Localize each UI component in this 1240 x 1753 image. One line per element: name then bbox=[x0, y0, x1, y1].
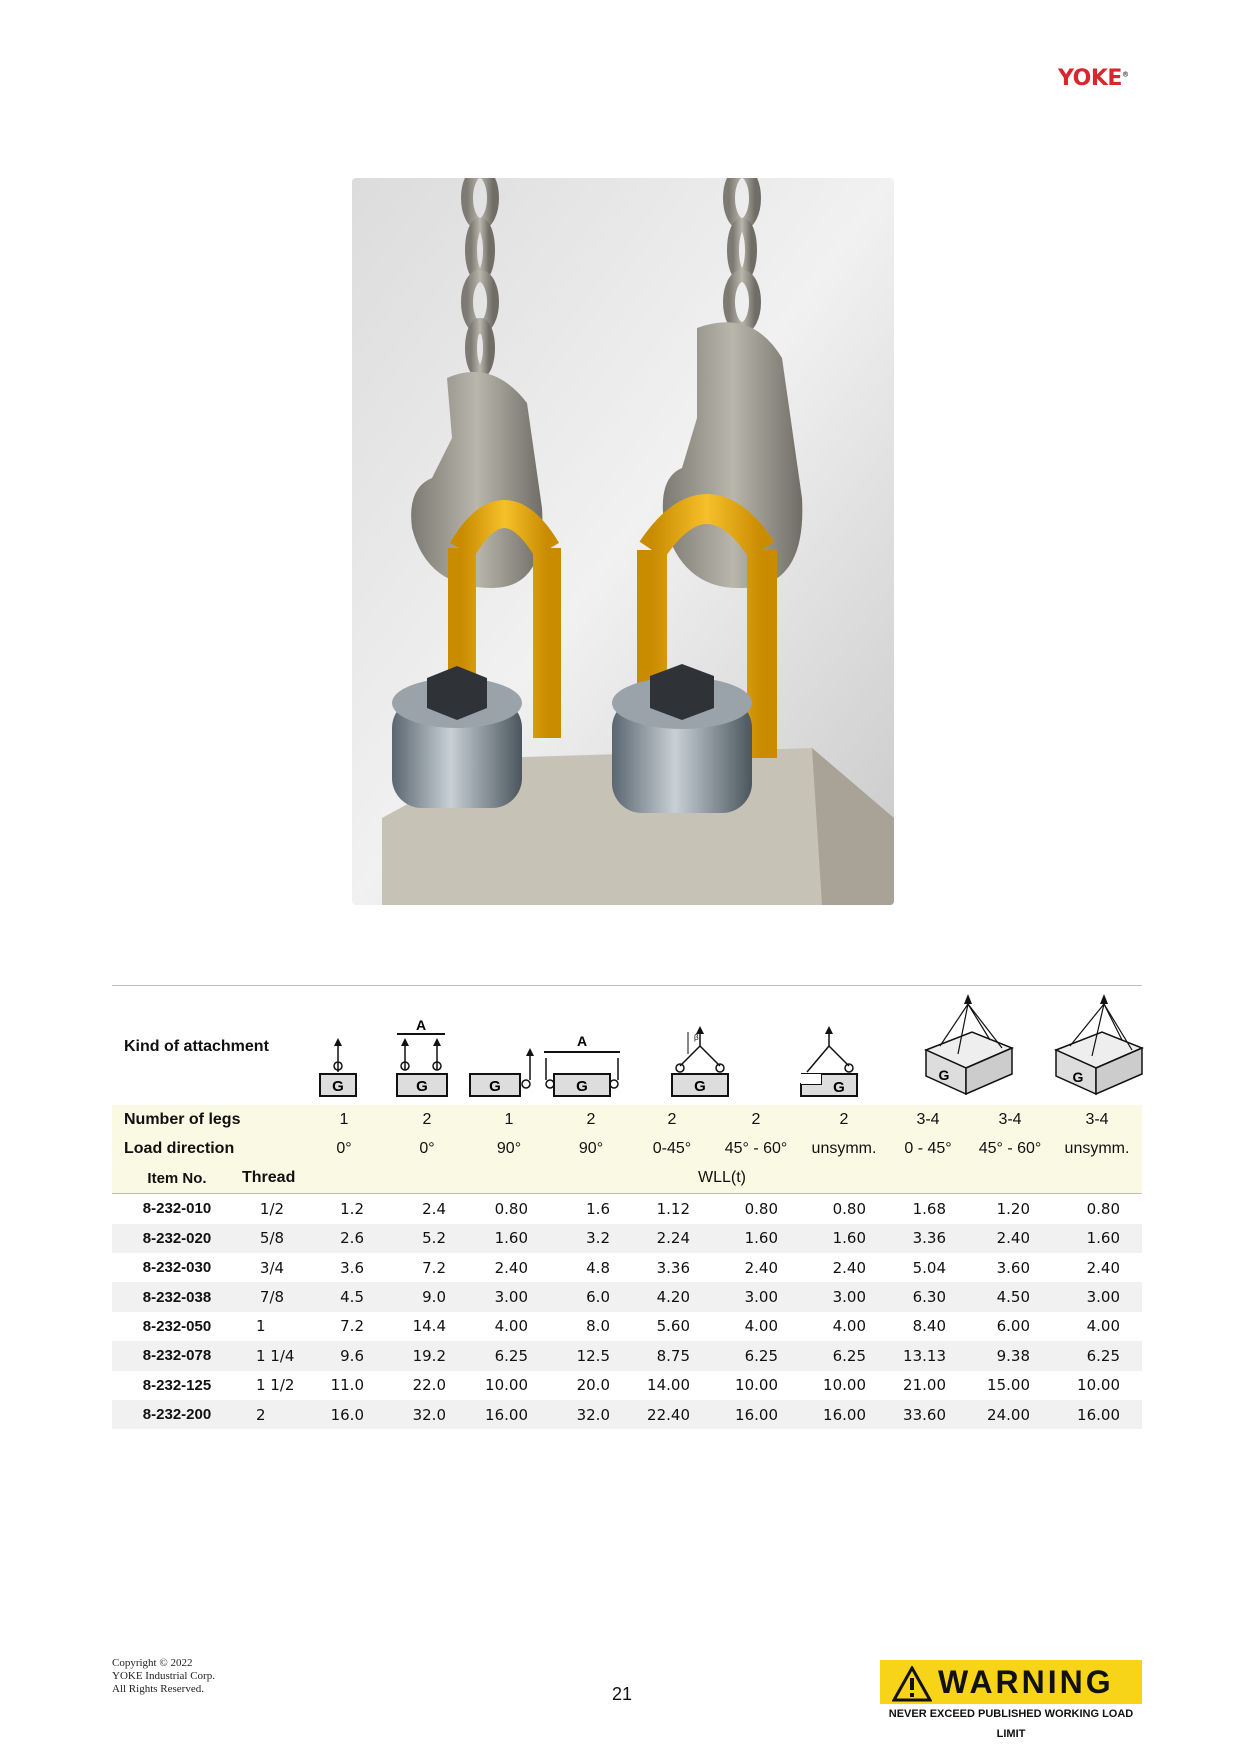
warning-title: WARNING bbox=[938, 1664, 1114, 1700]
wll-value: 5.04 bbox=[912, 1258, 946, 1277]
copyright-notice bbox=[112, 1657, 215, 1696]
wll-value: 7.2 bbox=[340, 1317, 364, 1336]
wll-value: 16.00 bbox=[1052, 1400, 1142, 1429]
wll-value: 16.00 bbox=[712, 1400, 800, 1429]
header-cell: unsymm. bbox=[800, 1134, 888, 1163]
header-cell: 2 bbox=[800, 1105, 888, 1134]
wll-value: 4.5 bbox=[302, 1282, 386, 1311]
wll-value: 6.25 bbox=[800, 1341, 888, 1370]
wll-value: 3.36 bbox=[888, 1224, 968, 1253]
wll-value: 2.40 bbox=[832, 1258, 866, 1277]
table-row bbox=[112, 1400, 1142, 1429]
header-cell: 2 bbox=[386, 1105, 468, 1134]
wll-value: 16.00 bbox=[468, 1400, 550, 1429]
wll-value: 10.00 bbox=[735, 1376, 778, 1395]
thread-size: 1/2 bbox=[259, 1199, 285, 1218]
svg-text:G: G bbox=[332, 1078, 344, 1095]
header-cell: 2 bbox=[712, 1105, 800, 1134]
kind-of-attachment-label: Kind of attachment bbox=[124, 1038, 269, 1055]
wll-value: 6.25 bbox=[1052, 1341, 1142, 1370]
wll-value: 2.6 bbox=[302, 1224, 386, 1253]
table-row bbox=[112, 1224, 1142, 1253]
header-cell: 0 - 45° bbox=[888, 1134, 968, 1163]
wll-value: 16.00 bbox=[800, 1400, 888, 1429]
table-row bbox=[112, 1194, 1142, 1224]
wll-value: 1.6 bbox=[586, 1199, 610, 1218]
item-no-header: Item No. bbox=[112, 1164, 242, 1194]
wll-table-body bbox=[112, 1105, 1142, 1429]
wll-value: 15.00 bbox=[987, 1376, 1030, 1395]
item-number: 8-232-020 bbox=[112, 1224, 242, 1253]
wll-value: 2.40 bbox=[744, 1258, 778, 1277]
wll-value: 2.40 bbox=[968, 1224, 1052, 1253]
diagram-multi-leg-unsymmetric bbox=[1048, 990, 1158, 1100]
wll-value: 3.00 bbox=[800, 1282, 888, 1311]
wll-value: 1.60 bbox=[800, 1224, 888, 1253]
wll-value: 14.4 bbox=[412, 1317, 446, 1336]
wll-value: 21.00 bbox=[903, 1376, 946, 1395]
wll-value: 20.0 bbox=[576, 1376, 610, 1395]
item-number: 8-232-125 bbox=[142, 1376, 212, 1394]
header-cell: 0-45° bbox=[632, 1134, 712, 1163]
table-row bbox=[112, 1341, 1142, 1370]
wll-value: 9.0 bbox=[386, 1282, 468, 1311]
wll-value: 10.00 bbox=[1077, 1376, 1120, 1395]
wll-value: 0.80 bbox=[832, 1199, 866, 1218]
wll-value: 6.25 bbox=[468, 1341, 550, 1370]
svg-text:G: G bbox=[576, 1078, 588, 1095]
header-cell: unsymm. bbox=[1052, 1134, 1142, 1163]
wll-value: 14.00 bbox=[647, 1376, 690, 1395]
wll-value: 2.40 bbox=[1086, 1258, 1120, 1277]
wll-value: 32.0 bbox=[386, 1400, 468, 1429]
wll-value: 3.00 bbox=[468, 1282, 550, 1311]
copyright-company: YOKE Industrial Corp. bbox=[112, 1670, 215, 1682]
wll-value: 33.60 bbox=[888, 1400, 968, 1429]
thread-header: Thread bbox=[242, 1164, 302, 1194]
wll-table bbox=[112, 1105, 1142, 1429]
item-number: 8-232-078 bbox=[112, 1341, 242, 1370]
row-label: Load direction bbox=[112, 1134, 302, 1163]
wll-value: 5.2 bbox=[386, 1224, 468, 1253]
svg-text:G: G bbox=[1072, 1069, 1084, 1085]
header-cell: 1 bbox=[468, 1105, 550, 1134]
wll-value: 3.60 bbox=[996, 1258, 1030, 1277]
wll-value: 3.00 bbox=[712, 1282, 800, 1311]
svg-text:G: G bbox=[833, 1079, 845, 1096]
diagram-2-leg-unsymmetric bbox=[795, 1010, 885, 1100]
wll-value: 6.30 bbox=[888, 1282, 968, 1311]
wll-value: 16.0 bbox=[302, 1400, 386, 1429]
table-row bbox=[112, 1282, 1142, 1311]
wll-value: 32.0 bbox=[550, 1400, 632, 1429]
header-cell: 3-4 bbox=[888, 1105, 968, 1134]
wll-value: 7.2 bbox=[422, 1258, 446, 1277]
thread-size: 2 bbox=[242, 1400, 302, 1429]
wll-value: 22.40 bbox=[632, 1400, 712, 1429]
svg-text:G: G bbox=[938, 1067, 950, 1083]
table-row bbox=[112, 1312, 1142, 1341]
item-number: 8-232-200 bbox=[112, 1400, 242, 1429]
wll-value: 2.24 bbox=[632, 1224, 712, 1253]
svg-text:G: G bbox=[694, 1078, 706, 1095]
wll-value: 1.20 bbox=[996, 1199, 1030, 1218]
wll-header: WLL(t) bbox=[302, 1164, 1142, 1194]
wll-value: 8.75 bbox=[632, 1341, 712, 1370]
item-number: 8-232-030 bbox=[142, 1259, 212, 1277]
wll-value: 3.36 bbox=[656, 1258, 690, 1277]
thread-size: 5/8 bbox=[242, 1224, 302, 1253]
thread-size: 3/4 bbox=[259, 1258, 285, 1277]
header-cell: 2 bbox=[632, 1105, 712, 1134]
header-cell: 3-4 bbox=[968, 1105, 1052, 1134]
header-cell: 45° - 60° bbox=[712, 1134, 800, 1163]
item-number: 8-232-038 bbox=[112, 1282, 242, 1311]
wll-value: 1.60 bbox=[712, 1224, 800, 1253]
header-cell: 2 bbox=[550, 1105, 632, 1134]
wll-value: 2.4 bbox=[422, 1199, 446, 1218]
wll-value: 12.5 bbox=[550, 1341, 632, 1370]
header-cell: 90° bbox=[468, 1134, 550, 1163]
wll-value: 3.6 bbox=[340, 1258, 364, 1277]
thread-size: 1 1/2 bbox=[256, 1376, 295, 1395]
header-cell: 90° bbox=[550, 1134, 632, 1163]
wll-value: 1.2 bbox=[340, 1199, 364, 1218]
brand-logo: YOKE® bbox=[1058, 66, 1129, 91]
wll-value: 10.00 bbox=[485, 1376, 528, 1395]
header-cell: 1 bbox=[302, 1105, 386, 1134]
wll-value: 1.60 bbox=[1052, 1224, 1142, 1253]
table-row bbox=[112, 1371, 1142, 1400]
header-cell: 45° - 60° bbox=[968, 1134, 1052, 1163]
wll-value: 3.2 bbox=[550, 1224, 632, 1253]
diagram-multi-leg-angled bbox=[918, 990, 1028, 1100]
svg-text:β: β bbox=[694, 1033, 699, 1042]
wll-value: 10.00 bbox=[823, 1376, 866, 1395]
wll-value: 1.60 bbox=[468, 1224, 550, 1253]
item-number: 8-232-010 bbox=[142, 1200, 212, 1218]
warning-triangle-icon bbox=[892, 1666, 932, 1702]
wll-value: 4.8 bbox=[586, 1258, 610, 1277]
diagram-2-leg-90deg bbox=[540, 1010, 630, 1100]
wll-value: 5.60 bbox=[656, 1317, 690, 1336]
column-header-row bbox=[112, 1164, 1142, 1194]
wll-value: 4.00 bbox=[1086, 1317, 1120, 1336]
logo-text: YOKE bbox=[1058, 66, 1122, 91]
thread-size: 1 1/4 bbox=[242, 1341, 302, 1370]
warning-text: NEVER EXCEED PUBLISHED WORKING LOAD LIMIT bbox=[880, 1704, 1142, 1724]
table-row bbox=[112, 1253, 1142, 1282]
wll-value: 9.6 bbox=[302, 1341, 386, 1370]
diagram-1-leg-0deg bbox=[312, 1010, 402, 1100]
wll-value: 4.50 bbox=[968, 1282, 1052, 1311]
wll-value: 6.25 bbox=[712, 1341, 800, 1370]
thread-size: 7/8 bbox=[242, 1282, 302, 1311]
wll-value: 6.0 bbox=[550, 1282, 632, 1311]
copyright-rights: All Rights Reserved. bbox=[112, 1683, 204, 1695]
wll-value: 2.40 bbox=[494, 1258, 528, 1277]
item-number: 8-232-050 bbox=[142, 1317, 212, 1335]
wll-value: 13.13 bbox=[888, 1341, 968, 1370]
section-divider bbox=[112, 985, 1142, 986]
wll-value: 24.00 bbox=[968, 1400, 1052, 1429]
header-cell: 0° bbox=[302, 1134, 386, 1163]
page-number: 21 bbox=[612, 1684, 633, 1704]
wll-value: 4.00 bbox=[832, 1317, 866, 1336]
wll-value: 1.68 bbox=[912, 1199, 946, 1218]
product-photo bbox=[352, 178, 894, 905]
header-cell: 0° bbox=[386, 1134, 468, 1163]
copyright-line: Copyright © 2022 bbox=[112, 1657, 193, 1669]
wll-value: 0.80 bbox=[744, 1199, 778, 1218]
wll-value: 0.80 bbox=[1086, 1199, 1120, 1218]
diagram-2-leg-angled bbox=[666, 1010, 756, 1100]
wll-value: 4.20 bbox=[632, 1282, 712, 1311]
wll-value: 4.00 bbox=[744, 1317, 778, 1336]
svg-text:G: G bbox=[416, 1078, 428, 1095]
thread-size: 1 bbox=[256, 1317, 266, 1336]
wll-value: 8.40 bbox=[912, 1317, 946, 1336]
svg-text:G: G bbox=[489, 1078, 501, 1095]
wll-value: 19.2 bbox=[386, 1341, 468, 1370]
load-direction-row bbox=[112, 1134, 1142, 1163]
warning-banner bbox=[880, 1660, 1142, 1740]
wll-value: 8.0 bbox=[586, 1317, 610, 1336]
wll-value: 22.0 bbox=[412, 1376, 446, 1395]
row-label: Number of legs bbox=[112, 1105, 302, 1134]
wll-value: 9.38 bbox=[968, 1341, 1052, 1370]
wll-value: 4.00 bbox=[494, 1317, 528, 1336]
wll-value: 6.00 bbox=[996, 1317, 1030, 1336]
svg-text:A: A bbox=[576, 1033, 588, 1049]
wll-value: 3.00 bbox=[1052, 1282, 1142, 1311]
wll-value: 11.0 bbox=[330, 1376, 364, 1395]
header-cell: 3-4 bbox=[1052, 1105, 1142, 1134]
number-of-legs-row bbox=[112, 1105, 1142, 1134]
svg-text:A: A bbox=[415, 1017, 427, 1033]
wll-value: 1.12 bbox=[656, 1199, 690, 1218]
wll-value: 0.80 bbox=[494, 1199, 528, 1218]
